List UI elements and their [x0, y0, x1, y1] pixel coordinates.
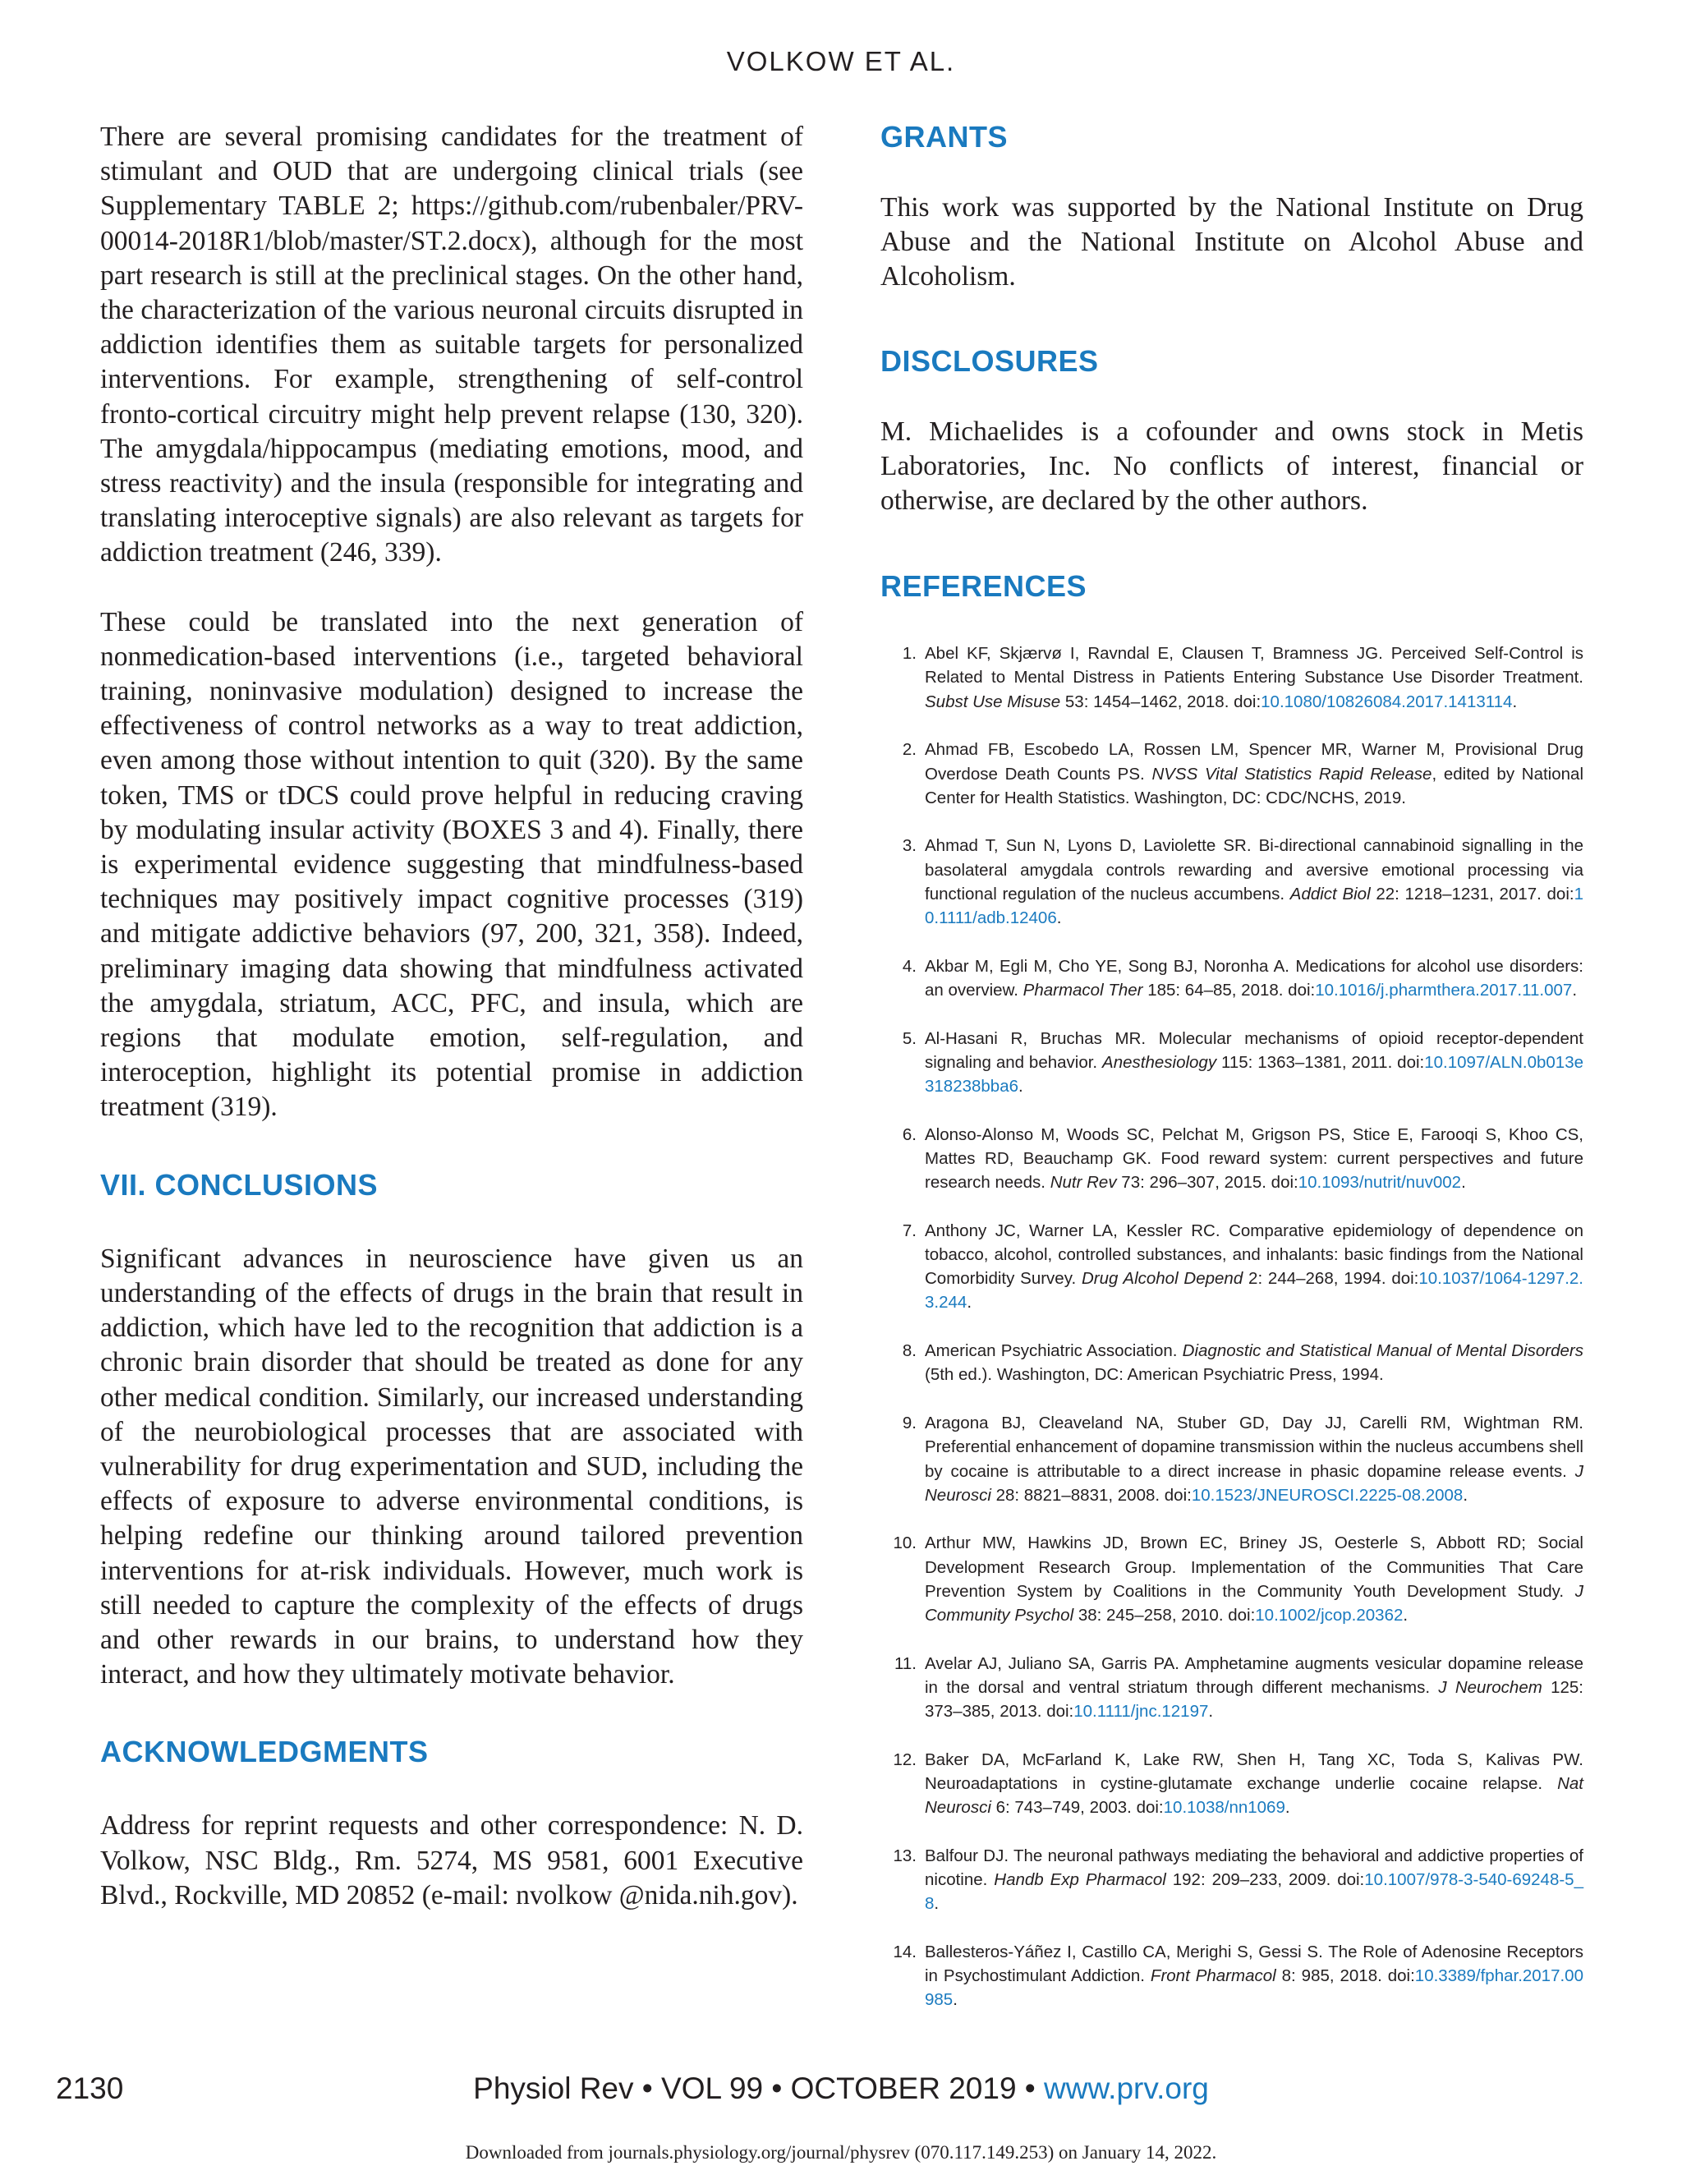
reference-details: 73: 296–307, 2015. doi: — [1116, 1173, 1298, 1193]
journal-url-link[interactable]: www.prv.org — [1044, 2071, 1209, 2105]
reference-text: Alonso-Alonso M, Woods SC, Pelchat M, Grigson PS, Stice E, Farooqi S, Khoo CS, Mattes RD, Beauchamp GK. Food reward system: current perspectives and future research needs. — [925, 1124, 1583, 1193]
reference-doi-link[interactable]: 10.1097/ALN.0b013e318238bba6 — [925, 1052, 1584, 1097]
reference-journal: J Neurochem — [1438, 1677, 1542, 1697]
reference-details: 38: 245–258, 2010. doi: — [1073, 1606, 1256, 1625]
reference-end: . — [934, 1894, 940, 1914]
reference-details: 2: 244–268, 1994. doi: — [1243, 1269, 1419, 1289]
reference-item — [880, 1844, 1583, 1916]
reference-end: . — [1572, 980, 1578, 1000]
reference-item — [880, 1339, 1583, 1386]
reference-details: 22: 1218–1231, 2017. doi: — [1370, 884, 1574, 903]
reference-number: 13. — [893, 1846, 917, 1865]
right-column — [880, 120, 1583, 2036]
reference-item — [880, 954, 1583, 1002]
references-list — [880, 641, 1583, 2012]
page-number: 2130 — [56, 2071, 124, 2105]
left-column — [100, 120, 803, 1913]
reference-details: 192: 209–233, 2009. doi: — [1165, 1870, 1365, 1890]
reference-end: . — [1284, 1798, 1290, 1818]
reference-journal: Diagnostic and Statistical Manual of Mental Disorders — [1182, 1341, 1583, 1361]
reference-item — [880, 1531, 1583, 1627]
reference-text: Avelar AJ, Juliano SA, Garris PA. Amphetamine augments vesicular dopamine release in the dorsal and ventral striatum through different mechanisms. — [925, 1653, 1583, 1697]
journal-date: OCTOBER 2019 — [790, 2071, 1017, 2105]
reference-number: 5. — [902, 1028, 917, 1048]
reference-doi-link[interactable]: 10.1007/978-3-540-69248-5_8 — [925, 1870, 1583, 1914]
reference-doi-link[interactable]: 10.1037/1064-1297.2.3.244 — [925, 1269, 1584, 1313]
reference-text: Arthur MW, Hawkins JD, Brown EC, Briney JS, Oesterle S, Abbott RD; Social Development Research Group. Implementation of the Communities That Care Prevention System by Coalitions in the Community Youth Development Study. — [925, 1533, 1583, 1601]
reference-number: 12. — [893, 1749, 917, 1769]
reference-end: . — [1461, 1173, 1466, 1193]
reference-number: 1. — [902, 644, 917, 664]
reference-end: . — [967, 1293, 972, 1313]
separator: • — [763, 2071, 791, 2105]
reference-end: . — [1403, 1606, 1409, 1625]
reference-text: Ahmad T, Sun N, Lyons D, Laviolette SR. Bi-directional cannabinoid signalling in the basolateral amygdala controls rewarding and aversive emotional processing via functional regulation of the nucleus accumbens. — [925, 836, 1583, 903]
reference-item — [880, 1940, 1583, 2012]
reference-journal: Nat Neurosci — [925, 1774, 1583, 1818]
reference-item — [880, 1027, 1583, 1099]
reference-end: . — [1056, 908, 1062, 928]
reference-journal: Pharmacol Ther — [1023, 980, 1143, 1000]
reference-number: 6. — [902, 1124, 917, 1144]
reference-details: 6: 743–749, 2003. doi: — [990, 1798, 1164, 1818]
reference-text: Baker DA, McFarland K, Lake RW, Shen H, Tang XC, Toda S, Kalivas PW. Neuroadaptations in cystine-glutamate exchange underlie cocaine relapse. — [925, 1749, 1583, 1794]
conclusions-heading: VII. CONCLUSIONS — [100, 1167, 379, 1202]
download-note: Downloaded from journals.physiology.org/journal/physrev (070.117.149.253) on January 14, 2022. — [465, 2142, 1217, 2163]
reference-end: . — [1208, 1702, 1214, 1722]
reference-number: 11. — [894, 1653, 917, 1673]
reference-item — [880, 1219, 1583, 1315]
reference-details: 115: 1363–1381, 2011. doi: — [1216, 1052, 1425, 1072]
reference-details: 53: 1454–1462, 2018. doi: — [1060, 692, 1262, 711]
reference-number: 4. — [902, 956, 917, 976]
reference-item — [880, 1652, 1583, 1724]
reference-number: 2. — [902, 740, 917, 760]
reference-journal: Anesthesiology — [1102, 1052, 1217, 1072]
reference-end: . — [1512, 692, 1518, 711]
reference-doi-link[interactable]: 10.1111/jnc.12197 — [1073, 1702, 1209, 1722]
reference-end: . — [1463, 1485, 1468, 1505]
reference-text: Balfour DJ. The neuronal pathways mediating the behavioral and addictive properties of nicotine. — [925, 1846, 1583, 1890]
acknowledgments-paragraph: Address for reprint requests and other correspondence: N. D. Volkow, NSC Bldg., Rm. 5274, MS 9581, 6001 Executive Blvd., Rockville, MD 20852 (e-mail: nvolkow @nida.nih.gov). — [100, 1810, 803, 1910]
reference-doi-link[interactable]: 10.1093/nutrit/nuv002 — [1298, 1173, 1462, 1193]
reference-item — [880, 834, 1583, 930]
reference-text: American Psychiatric Association. — [925, 1341, 1183, 1361]
reference-item — [880, 1748, 1583, 1820]
journal-citation — [0, 2071, 1682, 2106]
reference-text: Akbar M, Egli M, Cho YE, Song BJ, Noronha A. Medications for alcohol use disorders: an overview. — [925, 956, 1583, 1000]
reference-details: 8: 985, 2018. doi: — [1275, 1966, 1415, 1986]
grants-paragraph: This work was supported by the National Institute on Drug Abuse and the National Institute on Alcohol Abuse and Alcoholism. — [880, 192, 1583, 292]
running-head: VOLKOW ET AL. — [726, 46, 956, 76]
disclosures-paragraph: M. Michaelides is a cofounder and owns stock in Metis Laboratories, Inc. No conflicts of interest, financial or otherwise, are declared by the other authors. — [880, 416, 1583, 517]
page-footer — [0, 2071, 1682, 2111]
reference-journal: Front Pharmacol — [1150, 1966, 1276, 1986]
reference-journal: J Neurosci — [925, 1461, 1583, 1505]
reference-end: . — [953, 1990, 958, 2010]
reference-item — [880, 738, 1583, 810]
reference-text: Anthony JC, Warner LA, Kessler RC. Comparative epidemiology of dependence on tobacco, alcohol, controlled substances, and inhalants: basic findings from the National Comorbidity Survey. — [925, 1221, 1583, 1289]
reference-doi-link[interactable]: 10.1080/10826084.2017.1413114 — [1261, 692, 1513, 711]
grants-heading: GRANTS — [880, 120, 1008, 154]
reference-text: Ahmad FB, Escobedo LA, Rossen LM, Spencer MR, Warner M, Provisional Drug Overdose Death Counts PS. — [925, 740, 1583, 784]
reference-text: Abel KF, Skjærvø I, Ravndal E, Clausen T, Bramness JG. Perceived Self-Control is Related to Mental Distress in Patients Entering Substance Use Disorder Treatment. — [925, 644, 1583, 687]
reference-end: . — [1018, 1077, 1023, 1097]
reference-details: 28: 8821–8831, 2008. doi: — [990, 1485, 1192, 1505]
separator: • — [1016, 2071, 1045, 2105]
reference-details: , edited by National Center for Health Statistics. Washington, DC: CDC/NCHS, 2019. — [925, 764, 1583, 807]
reference-doi-link[interactable]: 10.3389/fphar.2017.00985 — [925, 1966, 1583, 2010]
reference-details: 185: 64–85, 2018. doi: — [1142, 980, 1316, 1000]
reference-number: 3. — [902, 836, 917, 856]
body-paragraph: There are several promising candidates for the treatment of stimulant and OUD that are undergoing clinical trials (see Supplementary TABLE 2; https://github.com/rubenbaler/PRV-00014-2018R1/blob/master/ST.2.docx), although for the most part research is still at the preclinical stages. On the other hand, the characterization of the various neuronal circuits disrupted in addiction identifies them as suitable targets for personalized interventions. For example, strengthening of self-control fronto-cortical circuitry might help prevent relapse (130, 320). The amygdala/hippocampus (mediating emotions, mood, and stress reactivity) and the insula (responsible for integrating and translating interoceptive signals) are also relevant as targets for addiction treatment (246, 339). — [100, 122, 803, 568]
body-paragraph: These could be translated into the next generation of nonmedication-based interventions (i.e., targeted behavioral training, noninvasive modulation) designed to increase the effectiveness of control networks as a way to treat addiction, even among those without intention to quit (320). By the same token, TMS or tDCS could prove helpful in reducing craving by modulating insular activity (BOXES 3 and 4). Finally, there is experimental evidence suggesting that mindfulness-based techniques may positively impact cognitive processes (319) and mitigate addictive behaviors (97, 200, 321, 358). Indeed, preliminary imaging data showing that mindfulness activated the amygdala, striatum, ACC, PFC, and insula, which are regions that modulate emotion, self-regulation, and interoception, highlight its potential promise in addiction treatment (319). — [100, 606, 803, 1123]
reference-text: Aragona BJ, Cleaveland NA, Stuber GD, Day JJ, Carelli RM, Wightman RM. Preferential enhancement of dopamine transmission within the nucleus accumbens shell by cocaine is attributable to a direct increase in phasic dopamine release events. — [925, 1414, 1583, 1481]
reference-number: 9. — [902, 1414, 917, 1433]
reference-item — [880, 1411, 1583, 1507]
journal-name: Physiol Rev — [473, 2071, 634, 2105]
disclosures-heading: DISCLOSURES — [880, 343, 1099, 378]
references-heading: REFERENCES — [880, 569, 1087, 604]
reference-journal: Addict Biol — [1289, 884, 1371, 903]
reference-doi-link[interactable]: 10.1016/j.pharmthera.2017.11.007 — [1315, 980, 1573, 1000]
reference-journal: Subst Use Misuse — [925, 692, 1061, 711]
reference-journal: Drug Alcohol Depend — [1081, 1269, 1243, 1289]
reference-text: Al-Hasani R, Bruchas MR. Molecular mechanisms of opioid receptor-dependent signaling and behavior. — [925, 1028, 1583, 1072]
acknowledgments-heading: ACKNOWLEDGMENTS — [100, 1735, 429, 1769]
reference-item — [880, 641, 1583, 714]
reference-doi-link[interactable]: 10.1038/nn1069 — [1163, 1798, 1285, 1818]
reference-details: 125: 373–385, 2013. doi: — [925, 1677, 1583, 1722]
reference-number: 8. — [902, 1341, 917, 1361]
reference-text: Ballesteros-Yáñez I, Castillo CA, Merighi S, Gessi S. The Role of Adenosine Receptors in Psychostimulant Addiction. — [925, 1943, 1583, 1986]
reference-number: 10. — [893, 1533, 917, 1553]
separator: • — [633, 2071, 662, 2105]
reference-doi-link[interactable]: 10.1002/jcop.20362 — [1255, 1606, 1404, 1625]
reference-doi-link[interactable]: 10.1111/adb.12406 — [925, 884, 1583, 928]
reference-journal: J Community Psychol — [925, 1581, 1583, 1625]
reference-journal: Nutr Rev — [1050, 1173, 1117, 1193]
reference-details: (5th ed.). Washington, DC: American Psychiatric Press, 1994. — [925, 1365, 1384, 1385]
reference-journal: Handb Exp Pharmacol — [994, 1870, 1166, 1890]
reference-doi-link[interactable]: 10.1523/JNEUROSCI.2225-08.2008 — [1191, 1485, 1464, 1505]
reference-journal: NVSS Vital Statistics Rapid Release — [1151, 764, 1432, 784]
reference-number: 7. — [902, 1221, 917, 1240]
journal-volume: VOL 99 — [661, 2071, 764, 2105]
reference-item — [880, 1123, 1583, 1195]
conclusions-paragraph: Significant advances in neuroscience have given us an understanding of the effects of drugs in the brain that result in addiction, which have led to the recognition that addiction is a chronic brain disorder that should be treated as done for any other medical condition. Similarly, our increased understanding of the neurobiological processes that are associated with vulnerability for drug experimentation and SUD, including the effects of exposure to adverse environmental conditions, is helping redefine our thinking around tailored prevention interventions for at-risk individuals. However, much work is still needed to capture the complexity of the effects of drugs and other rewards in our brains, to understand how they interact, and how they ultimately motivate behavior. — [100, 1243, 803, 1690]
reference-number: 14. — [893, 1943, 917, 1962]
